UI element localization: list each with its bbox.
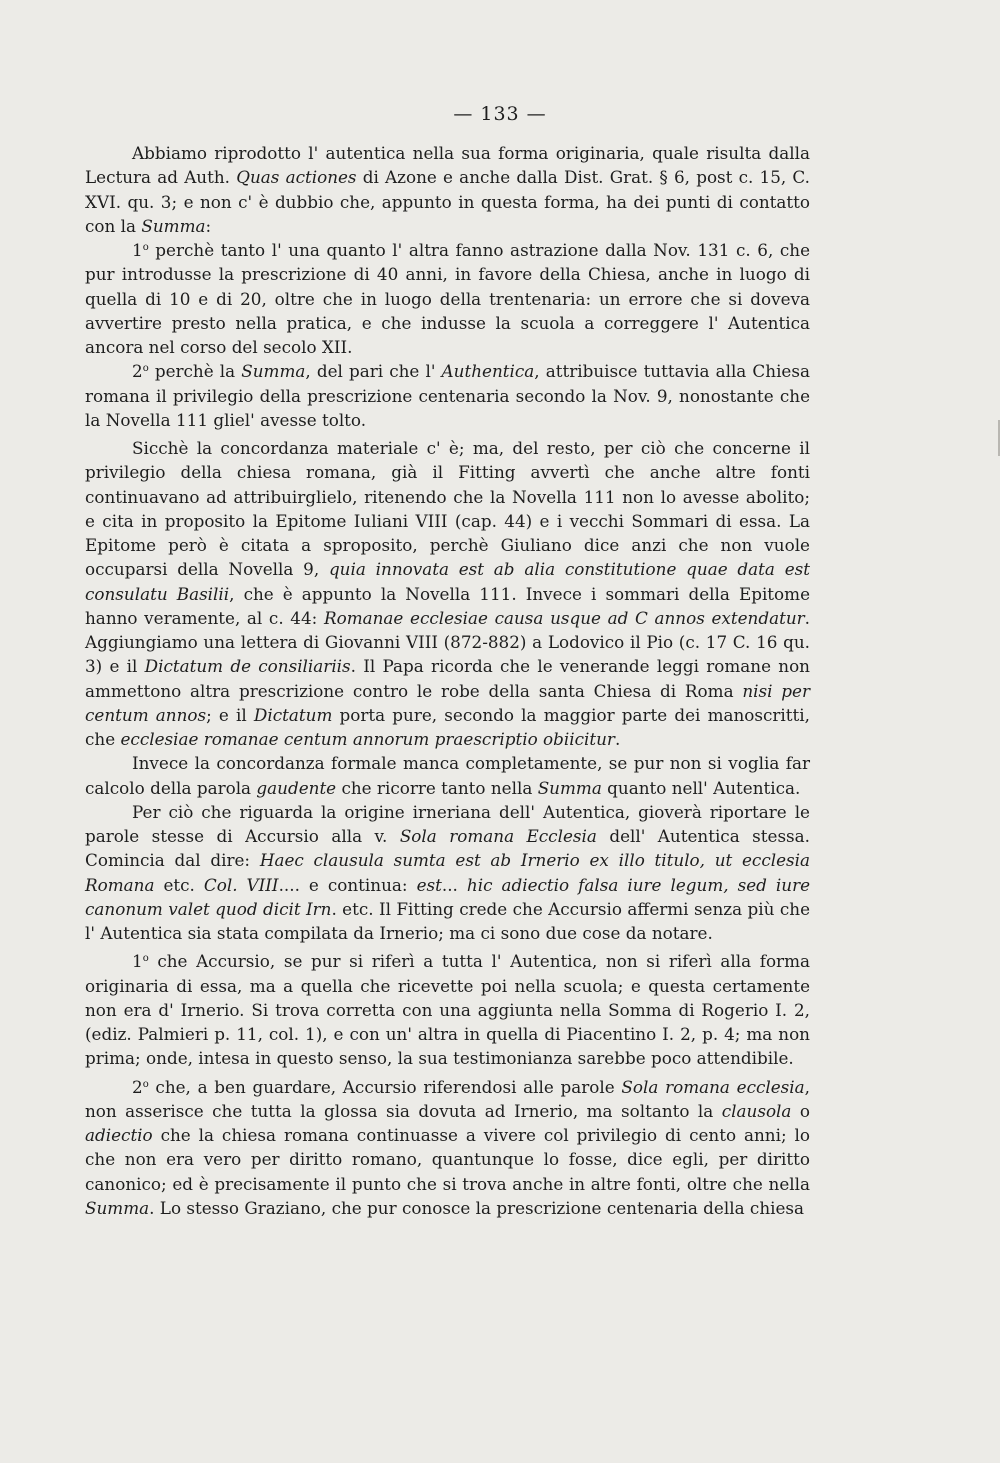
text-run: .: [614, 729, 621, 749]
italic-text: Authentica: [441, 361, 535, 382]
text-run: dell' Autentica stessa. Comincia dal dire:: [85, 826, 811, 871]
body-text: [85, 141, 810, 1220]
text-run: perchè tanto l' una quanto l' altra fanno astrazione dalla Nov. 131 c. 6, che pur introdusse la prescrizione di 40 anni, in favore della Chiesa, anche in luogo di quella di 10 e di 20, oltre che in luogo della trentenaria: un errore che si doveva avvertire presto nella pratica, e che indusse la scuola a correggere l' Autentica ancora nel corso del secolo XII.: [85, 240, 810, 357]
text-run: che ricorre tanto nella: [336, 777, 538, 798]
ordinal-superscript: o: [142, 953, 149, 965]
italic-text: quia innovata est ab alia constitutione quae data est consulatu Basilii: [85, 559, 810, 604]
text-run: 1: [132, 240, 143, 260]
italic-text: Summa: [241, 361, 306, 382]
text-run: 2: [132, 361, 143, 382]
paragraph: [85, 238, 810, 359]
text-run: . Il Papa ricorda che le venerande leggi romane non ammettono altra prescrizione contro le robe della santa Chiesa di Roma: [85, 656, 810, 701]
italic-text: Summa: [85, 1197, 150, 1218]
text-run: :: [205, 215, 212, 236]
text-run: che la chiesa romana continuasse a vivere col privilegio di cento anni; lo che non era vero per diritto romano, quantunque lo fosse, dice egli, per diritto canonico; ed è precisamente il punto che si trova anche in altre fonti, oltre che nella: [85, 1125, 810, 1194]
paragraph: [85, 359, 810, 432]
italic-text: Sola romana ecclesia: [621, 1076, 805, 1097]
paragraph: [85, 949, 810, 1070]
paragraph: [85, 1075, 810, 1221]
text-run: , non asserisce che tutta la glossa sia dovuta ad Irnerio, ma soltanto la: [85, 1076, 810, 1121]
page-number: — 133 —: [453, 103, 547, 125]
text-run: porta pure, secondo la maggior parte dei manoscritti, che: [85, 704, 810, 749]
ordinal-superscript: o: [142, 1078, 149, 1090]
italic-text: gaudente: [256, 777, 337, 798]
text-run: , che è appunto la Novella 111. Invece i sommari della Epitome hanno veramente, al c. 44:: [85, 583, 810, 628]
ordinal-superscript: o: [142, 363, 149, 375]
italic-text: est: [416, 874, 442, 895]
italic-text: Sola romana Ecclesia: [399, 826, 597, 846]
italic-text: Dictatum: [253, 704, 333, 725]
text-run: , del pari che l': [305, 361, 442, 382]
text-run: 1: [132, 951, 143, 972]
text-run: Per ciò che riguarda la origine irneriana dell' Autentica, gioverà riportare le parole stesse di Accursio alla v.: [85, 801, 810, 846]
paragraph: [85, 751, 810, 800]
italic-text: Romanae ecclesiae causa usque ad C annos extendatur: [323, 607, 805, 628]
paragraph: [85, 141, 810, 238]
italic-text: Quas actiones: [236, 167, 357, 188]
text-run: , attribuisce tuttavia alla Chiesa romana il privilegio della prescrizione centenaria secondo la Nov. 9, nonostante che la Novella 111 gliel' avesse tolto.: [85, 361, 810, 430]
text-run: ...: [441, 874, 467, 895]
text-run: . Lo stesso Graziano, che pur conosce la prescrizione centenaria della chiesa: [149, 1197, 805, 1218]
text-run: . Aggiungiamo una lettera di Giovanni VIII (872-882) a Lodovico il Pio (c. 17 C. 16 qu. 3) e il: [85, 607, 811, 677]
text-run: .... e continua:: [278, 874, 417, 895]
italic-text: adiectio: [85, 1125, 153, 1145]
text-run: Invece la concordanza formale manca completamente, se pur non si voglia far calcolo della parola: [85, 753, 810, 798]
text-run: Abbiamo riprodotto l' autentica nella sua forma originaria, quale risulta dalla Lectura ad Auth.: [85, 143, 810, 188]
italic-text: Summa: [537, 777, 602, 798]
text-run: 2: [132, 1076, 143, 1097]
italic-text: Summa: [141, 215, 206, 236]
text-run: Sicchè la concordanza materiale c' è; ma, del resto, per ciò che concerne il privilegio della chiesa romana, già il Fitting avvertì che anche altre fonti continuavano ad attribuirglielo, ritenendo che la Novella 111 non lo avesse abolito; e cita in proposito la Epitome Iuliani VIII (cap. 44) e i vecchi Sommari di essa. La Epitome però è citata a sproposito, perchè Giuliano dice anzi che non vuole occuparsi della Novella 9,: [85, 438, 810, 580]
italic-text: ecclesiae romanae centum annorum praescriptio obiicitur: [120, 729, 615, 749]
text-run: che Accursio, se pur si riferì a tutta l' Autentica, non si riferì alla forma originaria di essa, ma a quella che ricevette poi nella scuola; e questa certamente non era d' Irnerio. Si trova corretta con una aggiunta nella Somma di Rogerio I. 2, (ediz. Palmieri p. 11, col. 1), e con un' altra in quella di Piacentino I. 2, p. 4; ma non prima; onde, intesa in questo senso, la sua testimonianza sarebbe poco attendibile.: [85, 951, 810, 1069]
text-run: . etc. Il Fitting crede che Accursio affermi senza più che l' Autentica sia stata compilata da Irnerio; ma ci sono due cose da notare.: [85, 898, 810, 943]
italic-text: Haec clausula sumta est ab Irnerio ex illo titulo, ut ecclesia Romana: [85, 850, 811, 895]
text-run: o: [791, 1100, 810, 1121]
italic-text: Col. VIII: [203, 874, 279, 895]
italic-text: Dictatum de consiliariis: [144, 656, 351, 677]
text-run: ; e il: [206, 704, 254, 725]
italic-text: hic adiectio falsa iure legum, sed iure canonum valet quod dicit Irn: [85, 874, 811, 919]
paragraph: [85, 800, 810, 946]
text-run: di Azone e anche dalla Dist. Grat. § 6, post c. 15, C. XVI. qu. 3; e non c' è dubbio che, appunto in questa forma, ha dei punti di contatto con la: [85, 167, 810, 236]
text-run: quanto nell' Autentica.: [601, 777, 801, 798]
paragraph: [85, 436, 810, 751]
ordinal-superscript: o: [142, 242, 149, 253]
text-run: etc.: [154, 874, 204, 895]
text-run: che, a ben guardare, Accursio riferendosi alle parole: [148, 1076, 622, 1097]
italic-text: nisi per centum annos: [85, 680, 810, 725]
text-run: perchè la: [148, 361, 242, 382]
italic-text: clausola: [721, 1100, 792, 1121]
